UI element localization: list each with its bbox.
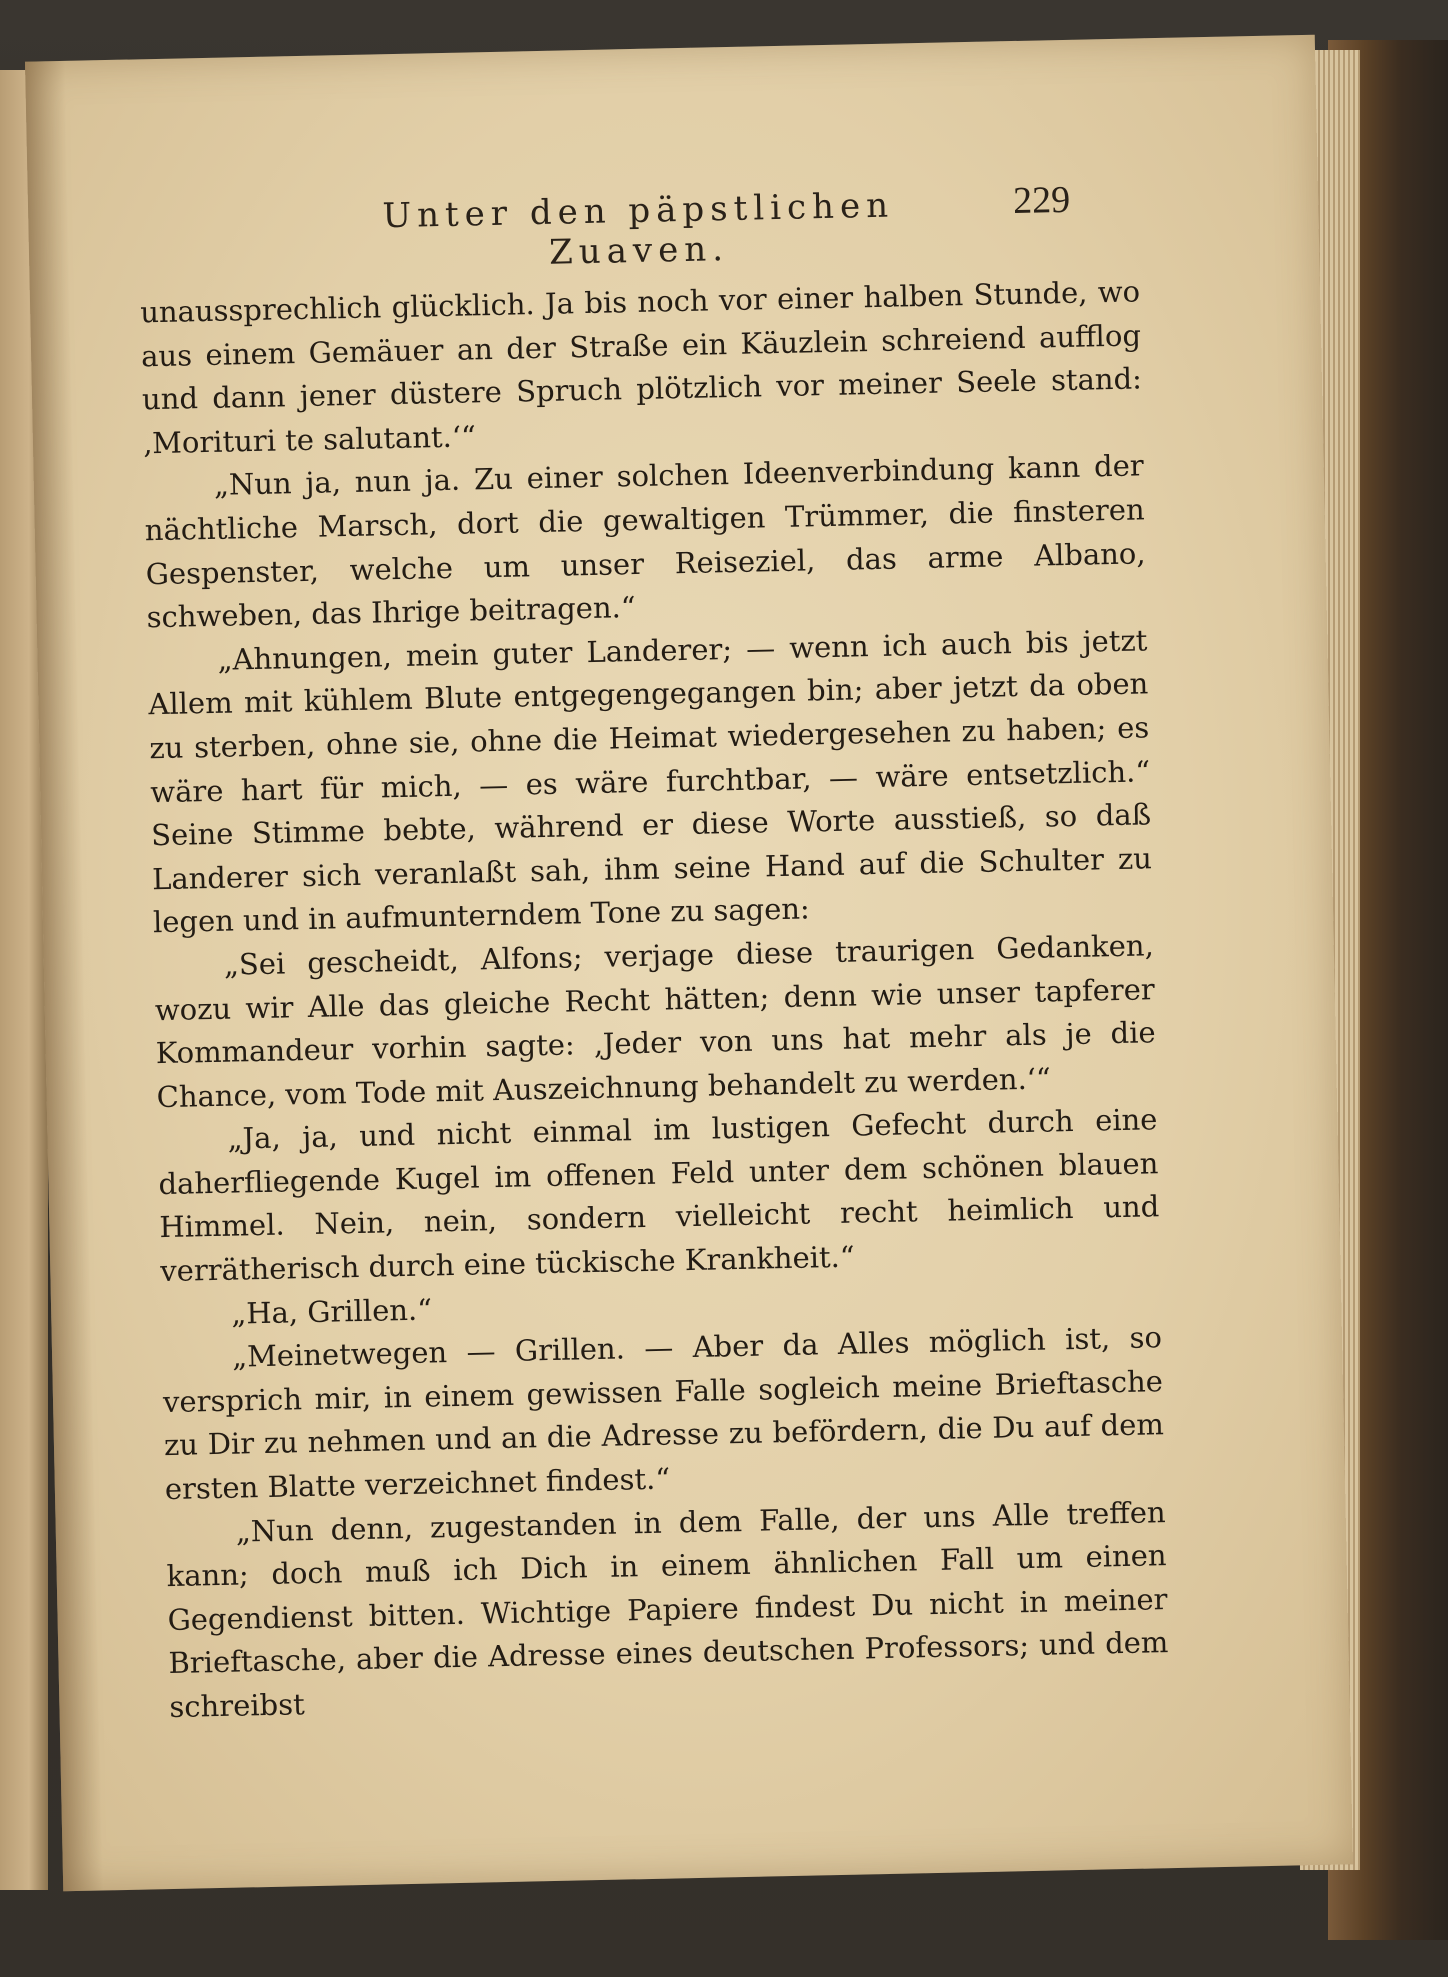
page-number: 229 [1012,178,1071,223]
paragraph: „Nun ja, nun ja. Zu einer solchen Ideenverbindung kann der nächtliche Marsch, dort die gewaltigen Trümmer, die finsteren Gespenster, welche um unser Reiseziel, das arme Albano, schweben, das Ihrige beitragen.“ [144,448,1146,635]
paragraph: „Ha, Grillen.“ [230,1292,433,1331]
paragraph: „Nun denn, zugestanden in dem Falle, der uns Alle treffen kann; doch muß ich Dich in einem ähnlichen Fall um einen Gegendienst bitten. Wichtige Papiere findest Du nicht in meiner Brieftasche, aber die Adresse eines deutschen Professors; und dem schreibst [166,1494,1169,1725]
paragraph: unaussprechlich glücklich. Ja bis noch vor einer halben Stunde, wo aus einem Gemäuer an der Straße ein Käuzlein schreiend aufflog und dann jener düstere Spruch plötzlich vor meiner Seele stand: ‚Morituri te salutant.‘“ [139,274,1143,461]
paragraph: „Sei gescheidt, Alfons; verjage diese traurigen Gedanken, wozu wir Alle das gleiche Recht hätten; denn wie unser tapferer Kommandeur vorhin sagte: ‚Jeder von uns hat mehr als je die Chance, vom Tode mit Auszeichnung behandelt zu werden.‘“ [154,928,1156,1114]
running-head: Unter den päpstlichen Zuaven. [382,185,895,273]
paragraph: „Meinetwegen — Grillen. — Aber da Alles möglich ist, so versprich mir, in einem gewissen Falle sogleich meine Brieftasche zu Dir zu nehmen und an die Adresse zu befördern, die Du auf dem ersten Blatte verzeichnet findest.“ [162,1320,1165,1507]
paragraph: „Ahnungen, mein guter Landerer; — wenn ich auch bis jetzt Allem mit kühlem Blute entgegengegangen bin; aber jetzt da oben zu sterben, ohne sie, ohne die Heimat wiedergesehen zu haben; es wäre hart für mich, — es wäre furchtbar, — wäre entsetzlich.“ Seine Stimme bebte, während er diese Worte ausstieß, so daß Landerer sich veranlaßt sah, ihm seine Hand auf die Schulter zu legen und in aufmunterndem Tone zu sagen: [148,623,1153,940]
book-page [25,35,1353,1892]
text-body [140,270,1170,1729]
paragraph: „Ja, ja, und nicht einmal im lustigen Gefecht durch eine daherfliegende Kugel im offenen Feld unter dem schönen blauen Himmel. Nein, nein, sondern vielleicht recht heimlich und verrätherisch durch eine tückische Krankheit.“ [158,1102,1160,1289]
